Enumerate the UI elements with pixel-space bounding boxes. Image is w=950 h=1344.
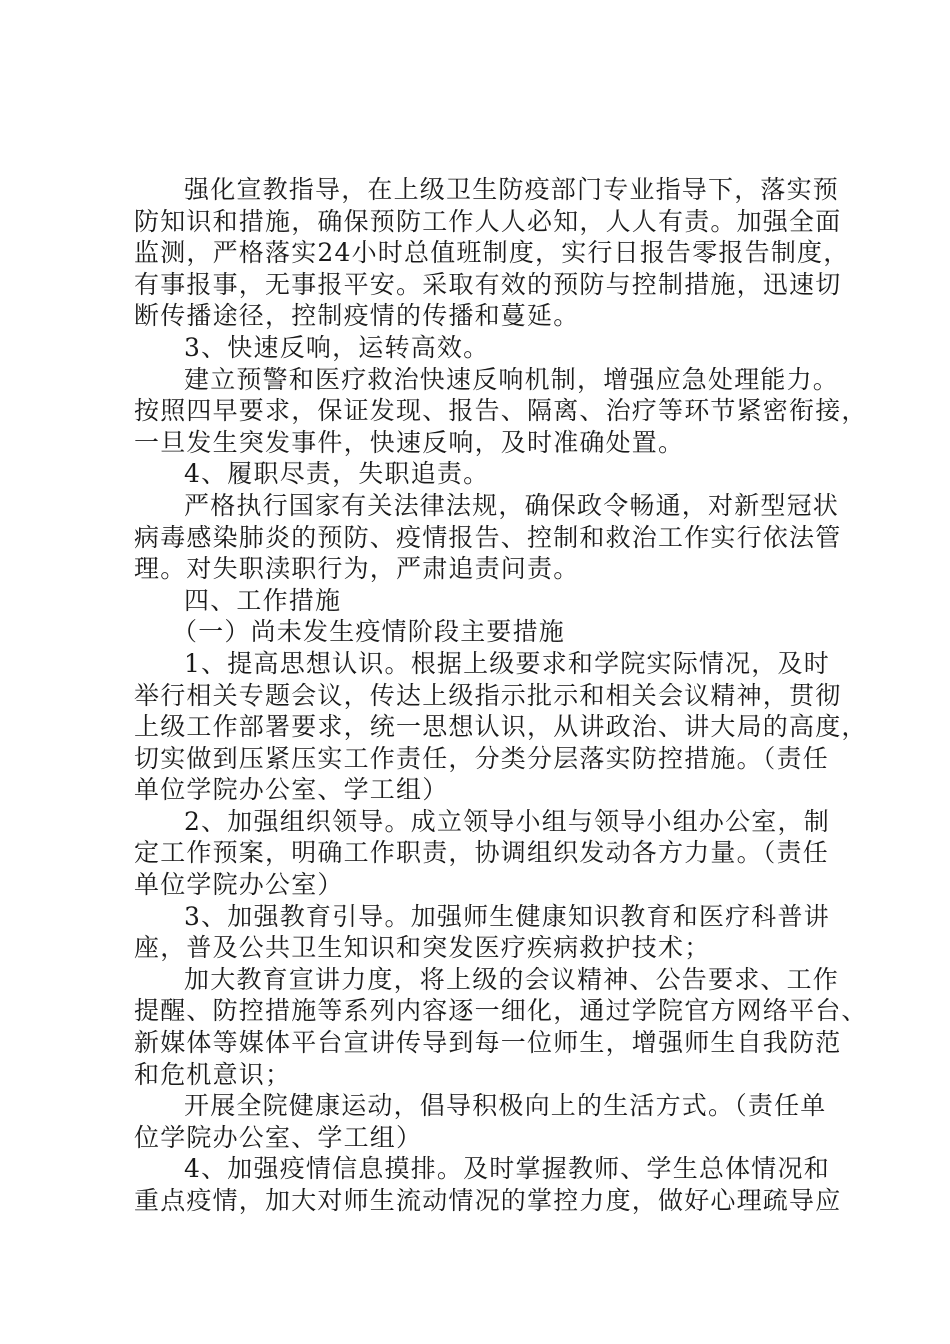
text-line-4: 有事报事，无事报平安。采取有效的预防与控制措施，迅速切 [134,269,842,299]
text-line-27: 提醒、防控措施等系列内容逐一细化，通过学院官方网络平台、 [134,996,868,1026]
text-line-18: 上级工作部署要求，统一思想认识，从讲政治、讲大局的高度， [134,712,868,742]
section-heading-4: 4、履职尽责，失职追责。 [184,459,490,489]
text-line-22: 定工作预案，明确工作职责，协调组织发动各方力量。（责任 [134,838,829,868]
text-line-24: 3、加强教育引导。加强师生健康知识教育和医疗科普讲 [184,901,830,931]
text-line-16: 1、提高思想认识。根据上级要求和学院实际情况，及时 [184,648,830,678]
text-line-7: 建立预警和医疗救治快速反响机制，增强应急处理能力。 [184,364,840,394]
text-line-19: 切实做到压紧压实工作责任，分类分层落实防控措施。（责任 [134,743,829,773]
text-line-20: 单位学院办公室、学工组） [134,775,449,805]
text-line-13: 理。对失职渎职行为，严肃追责问责。 [134,554,580,584]
text-line-30: 开展全院健康运动，倡导积极向上的生活方式。（责任单 [184,1091,827,1121]
document-body [134,174,868,1217]
text-line-1: 强化宣教指导，在上级卫生防疫部门专业指导下，落实预 [184,175,840,204]
text-line-25: 座，普及公共卫生知识和突发医疗疾病救护技术； [134,933,711,963]
text-line-28: 新媒体等媒体平台宣讲传导到每一位师生，增强师生自我防范 [134,1028,842,1058]
text-line-23: 单位学院办公室） [134,870,344,900]
text-line-3: 监测，严格落实24小时总值班制度，实行日报告零报告制度， [134,238,850,268]
text-line-2: 防知识和措施，确保预防工作人人必知，人人有责。加强全面 [134,206,842,236]
text-line-12: 病毒感染肺炎的预防、疫情报告、控制和救治工作实行依法管 [134,522,842,552]
subsection-heading-1: （一）尚未发生疫情阶段主要措施 [172,617,566,647]
text-line-8: 按照四早要求，保证发现、报告、隔离、治疗等环节紧密衔接， [134,396,868,426]
chapter-heading-work-measures: 四、工作措施 [184,585,342,615]
text-line-26: 加大教育宣讲力度，将上级的会议精神、公告要求、工作 [184,964,840,994]
text-line-33: 重点疫情，加大对师生流动情况的掌控力度，做好心理疏导应 [134,1186,842,1215]
text-line-11: 严格执行国家有关法律法规，确保政令畅通，对新型冠状 [184,490,840,520]
text-line-17: 举行相关专题会议，传达上级指示批示和相关会议精神，贯彻 [134,680,842,710]
text-line-29: 和危机意识； [134,1059,292,1089]
text-line-9: 一旦发生突发事件，快速反响，及时准确处置。 [134,427,685,457]
text-line-31: 位学院办公室、学工组） [134,1122,423,1152]
text-line-5: 断传播途径，控制疫情的传播和蔓延。 [134,301,580,331]
section-heading-3: 3、快速反响，运转高效。 [184,332,490,362]
text-line-21: 2、加强组织领导。成立领导小组与领导小组办公室，制 [184,806,830,836]
text-line-32: 4、加强疫情信息摸排。及时掌握教师、学生总体情况和 [184,1154,830,1184]
